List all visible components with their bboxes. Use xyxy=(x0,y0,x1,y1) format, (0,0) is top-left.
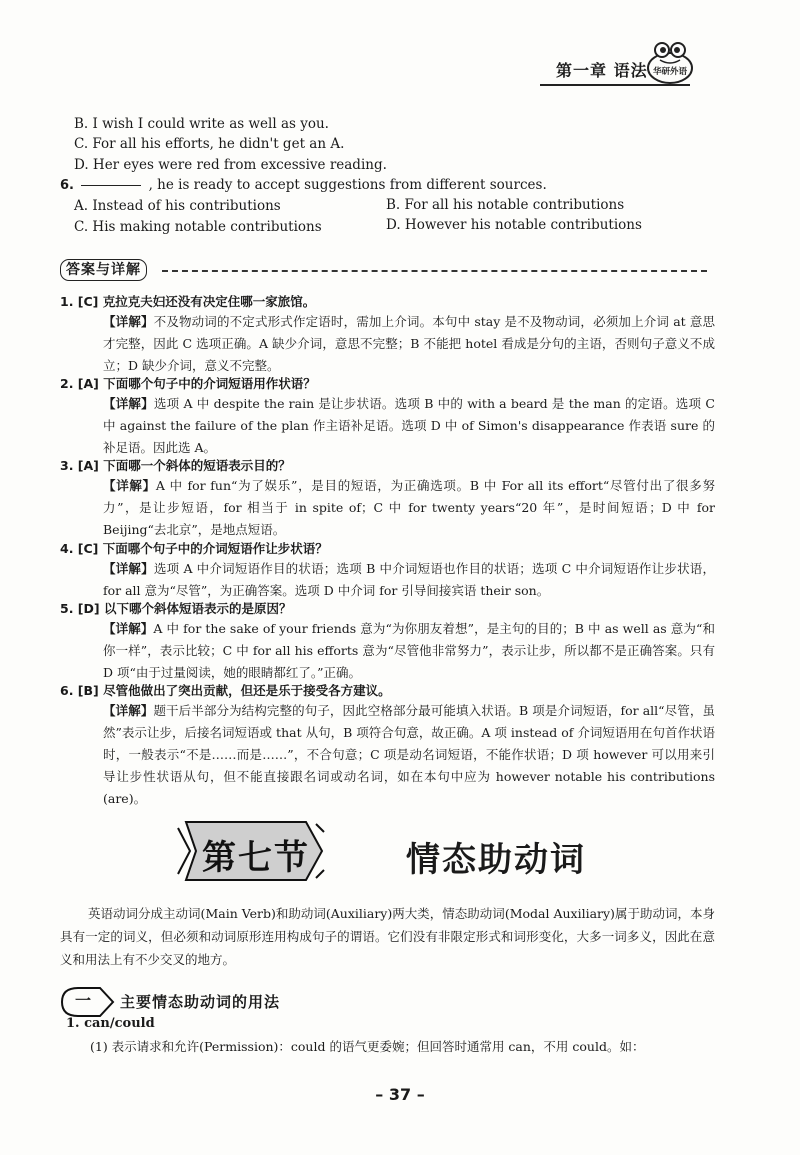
section-title: 情态助动词 xyxy=(406,840,586,880)
answer-3-text: A 中 for fun“为了娱乐”，是目的短语，为正确选项。B 中 For all its effort“尽管付出了很多努力”，是让步短语，for 相当于 in spite of；C 中 for twenty years“20 年”，是时间短语；D 中 for Beijing“去北京”，是地点短语。 xyxy=(103,478,715,537)
chapter-title: 第一章 语法 xyxy=(556,61,648,80)
answer-5-head: 5. [D] 以下哪个斜体短语表示的是原因？ xyxy=(60,601,292,616)
subheading: 主要情态助动词的用法 xyxy=(120,993,281,1011)
section-number: 第七节 xyxy=(202,838,310,878)
answer-5-text: A 中 for the sake of your friends 意为“为你朋友着想”，是主句的目的；B 中 as well as 意为“和你一样”，表示比较；C 中 for all his efforts 意为“尽管他非常努力”，表示让步，所以都不是正确答案。只有 D 项“由于过量阅读，她的眼睛都红了。”正确。 xyxy=(103,621,715,680)
answers-title: 答案与详解 xyxy=(60,259,147,281)
frog-logo-icon xyxy=(646,38,694,86)
answer-4-head: 4. [C] 下面哪个句子中的介词短语作让步状语？ xyxy=(60,541,328,556)
question-stem: , he is ready to accept suggestions from different sources. xyxy=(148,177,547,193)
answer-5-body xyxy=(103,618,715,684)
item-text: (1) 表示请求和允许(Permission)：could 的语气更委婉；但回答时通常用 can，不用 could。如： xyxy=(90,1039,645,1054)
answer-3-head: 3. [A] 下面哪一个斜体的短语表示目的？ xyxy=(60,458,291,473)
option-c-prev: C. For all his efforts, he didn't get an A. xyxy=(74,136,345,152)
detail-label: 【详解】 xyxy=(103,478,156,493)
dashed-divider xyxy=(162,270,707,272)
detail-label: 【详解】 xyxy=(103,703,154,718)
page-number: – 37 – xyxy=(375,1085,425,1104)
subheading-number: 一 xyxy=(75,991,92,1010)
answer-1-head: 1. [C] 克拉克夫妇还没有决定住哪一家旅馆。 xyxy=(60,294,316,309)
answer-6-head: 6. [B] 尽管他做出了突出贡献，但还是乐于接受各方建议。 xyxy=(60,683,391,698)
question-6 xyxy=(60,176,547,195)
option-a: A. Instead of his contributions xyxy=(74,198,281,214)
section-intro: 英语动词分成主动词(Main Verb)和助动词(Auxiliary)两大类，情态助动词(Modal Auxiliary)属于助动词，本身具有一定的词义，但必须和动词原形连用构成句子的谓语。它们没有非限定形式和词形变化，大多一词多义，因此在意义和用法上有不少交叉的地方。 xyxy=(60,906,715,967)
detail-label: 【详解】 xyxy=(103,561,154,576)
item-title: 1. can/could xyxy=(66,1016,155,1031)
detail-label: 【详解】 xyxy=(103,314,154,329)
answer-1-text: 不及物动词的不定式形式作定语时，需加上介词。本句中 stay 是不及物动词，必须加上介词 at 意思才完整，因此 C 选项正确。A 缺少介词，意思不完整；B 不能把 hotel 看成是分句的主语，否则句子意义不成立；D 缺少介词，意义不完整。 xyxy=(103,314,715,373)
option-d: D. However his notable contributions xyxy=(386,217,642,233)
logo-text: 华研外语 xyxy=(652,67,687,77)
detail-label: 【详解】 xyxy=(103,621,154,636)
answer-6-text: 题干后半部分为结构完整的句子，因此空格部分最可能填入状语。B 项是介词短语，for all“尽管，虽然”表示让步，后接名词短语或 that 从句，B 项符合句意，故正确。A 项 instead of 介词短语用在句首作状语时，一般表示“不是……而是……”，不合句意；C 项是动名词短语，不能作状语；D 项 however 可以用来引导让步性状语从句，但不能直接跟名词或动名词，如在本句中应为 however notable his contributions (are)。 xyxy=(103,703,715,806)
option-b: B. For all his notable contributions xyxy=(386,197,625,213)
option-b-prev: B. I wish I could write as well as you. xyxy=(74,116,329,132)
answer-3-body xyxy=(103,475,715,541)
answer-2-head: 2. [A] 下面哪个句子中的介词短语用作状语？ xyxy=(60,376,316,391)
question-number: 6. xyxy=(60,178,74,193)
option-c: C. His making notable contributions xyxy=(74,219,322,235)
answer-blank xyxy=(81,185,141,186)
answer-2-text: 选项 A 中 despite the rain 是让步状语。选项 B 中的 with a beard 是 the man 的定语。选项 C 中 against the failure of the plan 作主语补足语。选项 D 中 of Simon's disappearance 作表语 sure 的补足语。因此选 A。 xyxy=(103,396,715,455)
answer-6-body xyxy=(103,700,715,810)
answer-1-body xyxy=(103,311,715,377)
answer-4-text: 选项 A 中介词短语作目的状语；选项 B 中介词短语也作目的状语；选项 C 中介词短语作让步状语，for all 意为“尽管”，为正确答案。选项 D 中介词 for 引导间接宾语 their son。 xyxy=(103,561,715,598)
option-d-prev: D. Her eyes were red from excessive reading. xyxy=(74,157,387,173)
detail-label: 【详解】 xyxy=(103,396,154,411)
answer-4-body xyxy=(103,558,715,602)
answer-2-body xyxy=(103,393,715,459)
